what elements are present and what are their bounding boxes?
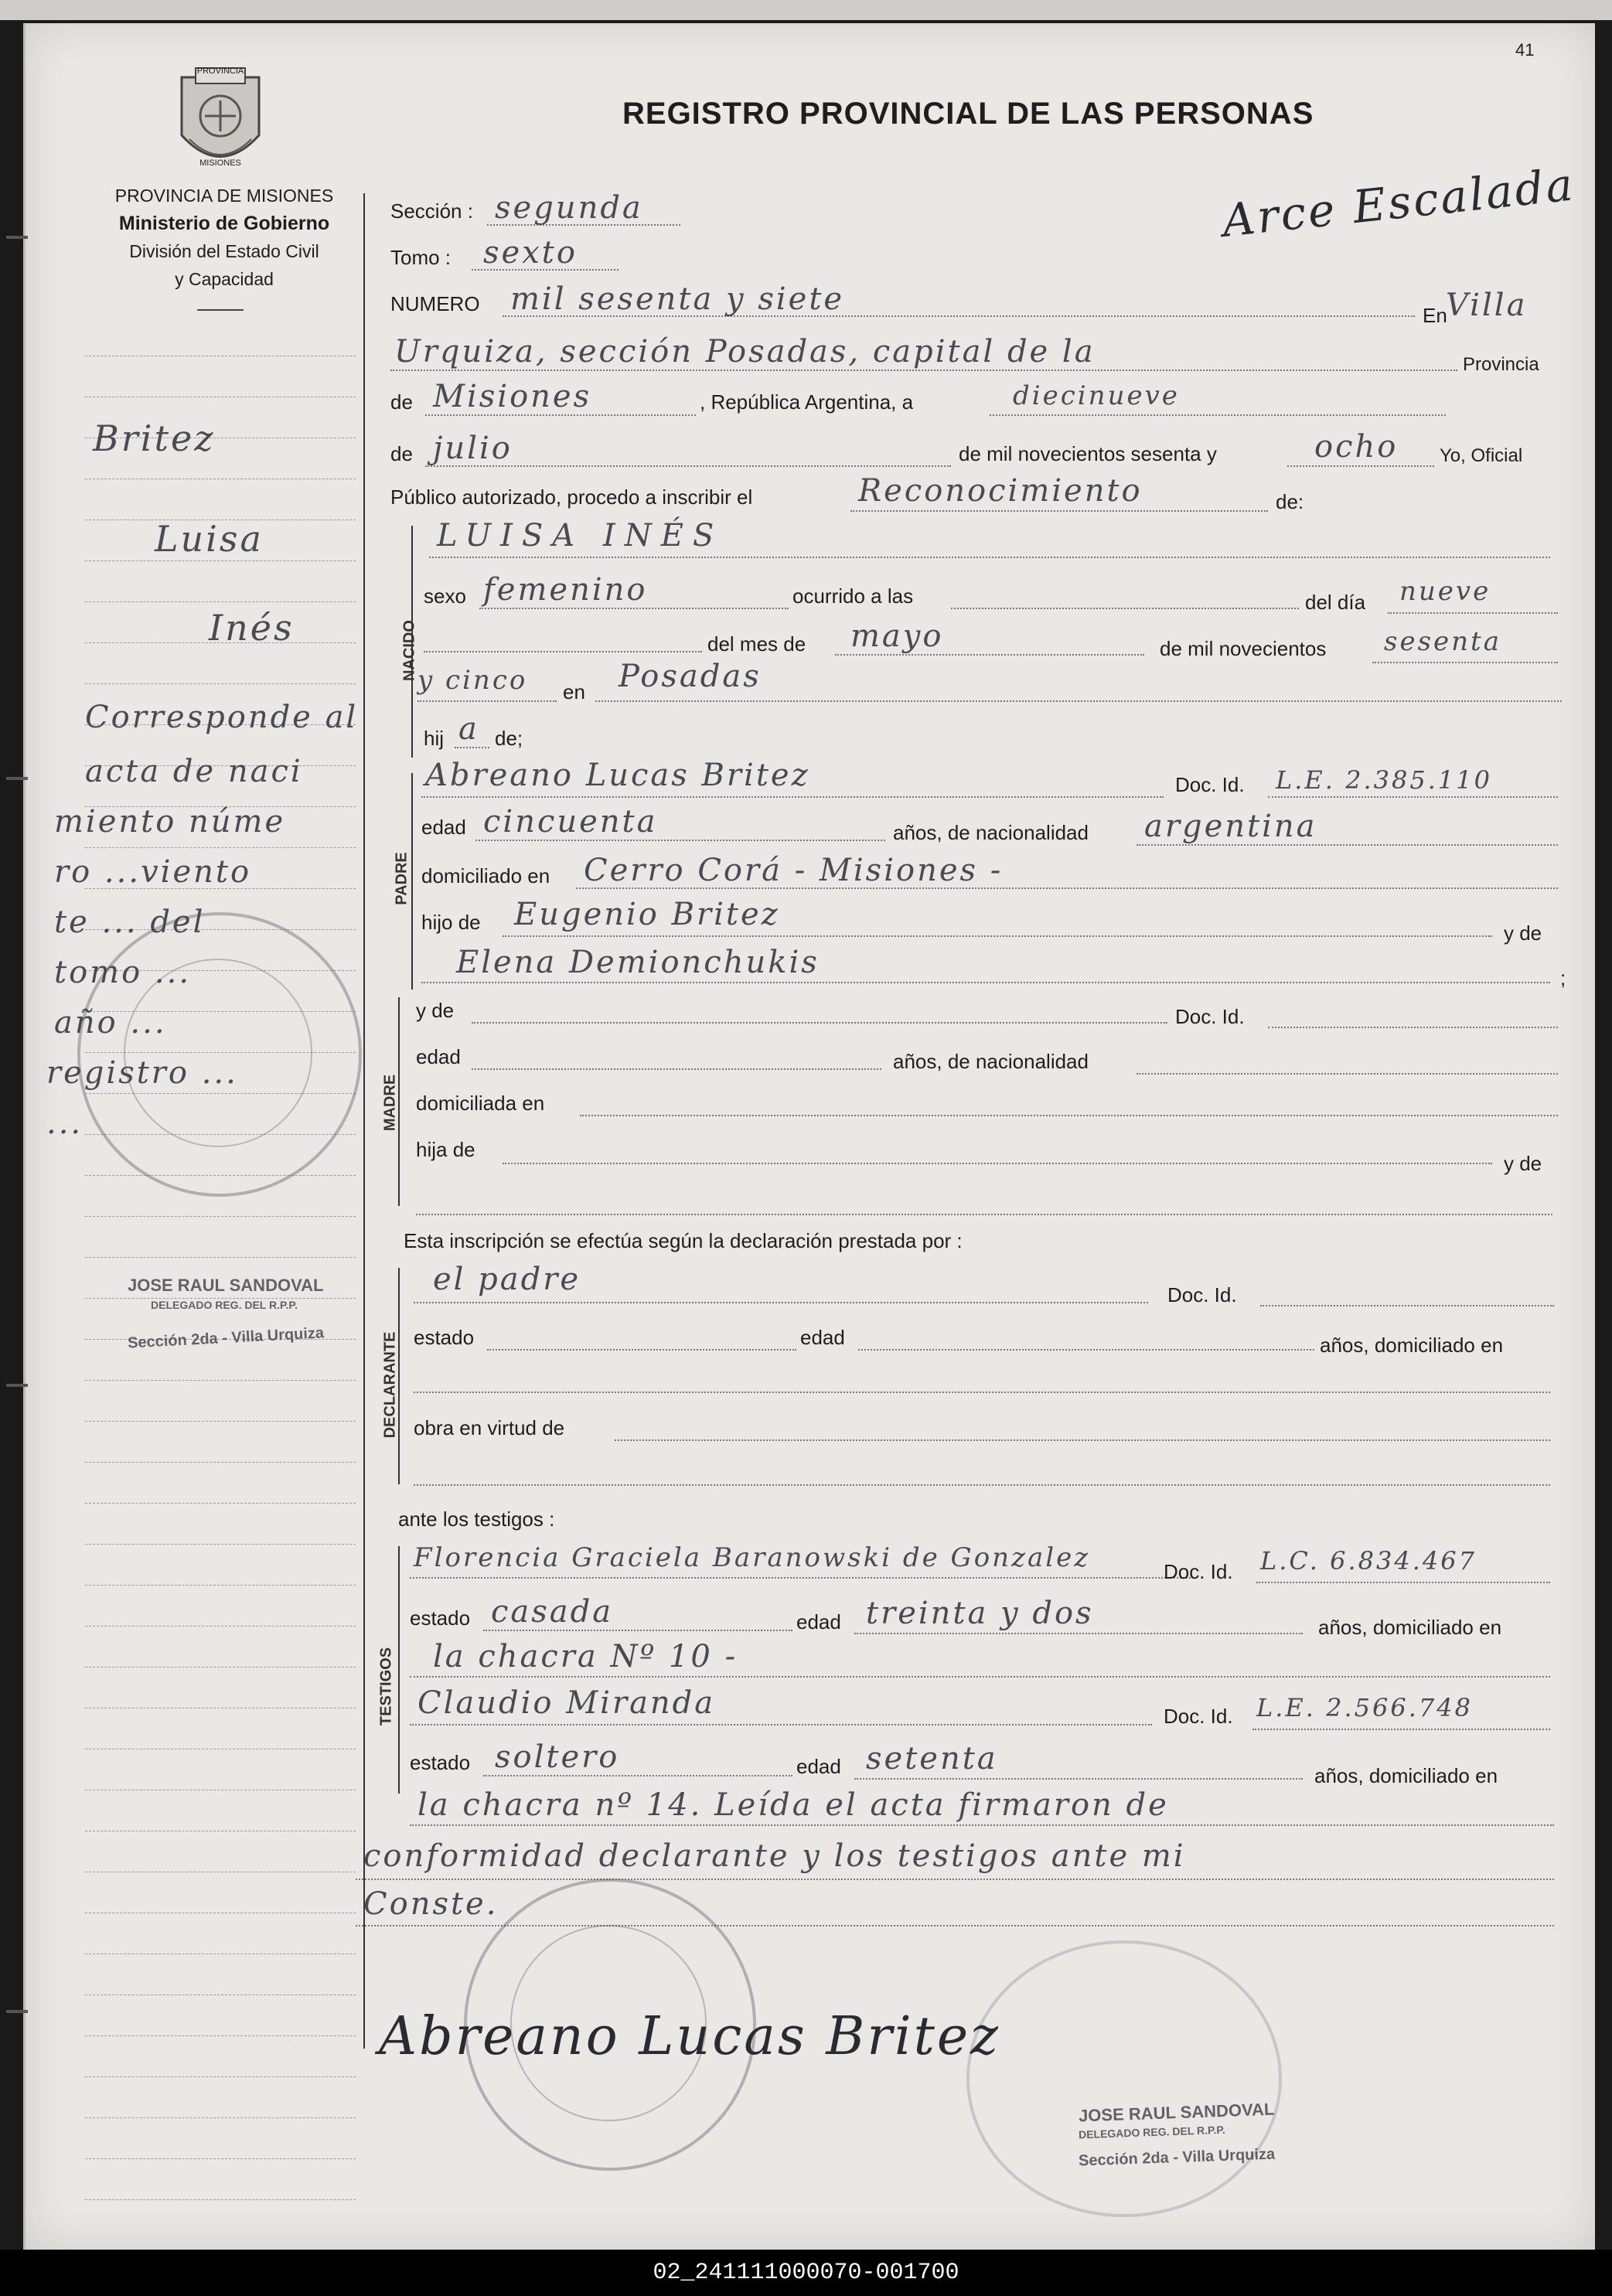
de3-label: de: xyxy=(1276,490,1304,513)
year-label: de mil novecientos sesenta y xyxy=(959,442,1217,465)
provincia-value: Misiones xyxy=(433,379,592,414)
margin-rule xyxy=(85,683,356,684)
testigo2-domicilio-value: la chacra nº 14. Leída el acta firmaron de xyxy=(417,1787,1169,1823)
margin-note: Inés xyxy=(209,607,295,649)
madre-anos-label: años, de nacionalidad xyxy=(893,1050,1089,1073)
stamp-left-place: Sección 2da - Villa Urquiza xyxy=(127,1324,325,1352)
emblem-bottom-text: MISIONES xyxy=(199,158,241,168)
hora-line xyxy=(951,608,1299,609)
testigo2-estado-line xyxy=(483,1775,792,1777)
republica-label: , República Argentina, a xyxy=(700,390,914,414)
blank-line xyxy=(424,651,702,652)
binding-stitch xyxy=(6,2010,28,2013)
declarante-anos-label: años, domiciliado en xyxy=(1320,1334,1504,1357)
en-value: Villa xyxy=(1446,288,1528,323)
de2-label: de xyxy=(390,442,413,465)
testigo1-doc-line xyxy=(1256,1582,1550,1583)
madre-doc-line xyxy=(1268,1027,1558,1028)
del-mes-label: del mes de xyxy=(707,632,806,656)
testigo1-anos-label: años, domiciliado en xyxy=(1318,1616,1502,1639)
testigo2-doc-line xyxy=(1252,1729,1550,1730)
en-lugar-label: en xyxy=(563,680,585,703)
numero-value: mil sesenta y siete xyxy=(510,281,845,317)
year-value: ocho xyxy=(1314,429,1399,465)
numero-label: NUMERO xyxy=(390,292,480,315)
madre-doc-label: Doc. Id. xyxy=(1175,1005,1245,1028)
registrar-signature: Arce Escalada xyxy=(1219,158,1578,247)
declarante-intro-label: Esta inscripción se efectúa según la declaración prestada por : xyxy=(404,1229,963,1252)
padre-edad-value: cincuenta xyxy=(483,804,658,840)
anio-line xyxy=(1372,662,1558,663)
mil-label: de mil novecientos xyxy=(1160,637,1327,660)
madre-edad-line xyxy=(472,1068,881,1070)
nacido-name-value: LUISA INÉS xyxy=(437,518,724,554)
margin-rule xyxy=(85,2199,356,2200)
testigo1-estado-label: estado xyxy=(410,1606,471,1630)
margin-rule xyxy=(85,1503,356,1504)
declarante-obra-line xyxy=(615,1439,1550,1441)
padre-semicolon: ; xyxy=(1560,966,1566,990)
margin-rule xyxy=(85,1421,356,1422)
testigo1-doc-label: Doc. Id. xyxy=(1164,1560,1233,1583)
padre-doc-line xyxy=(1268,796,1558,798)
madre-extra-line xyxy=(416,1214,1552,1215)
declarante-doc-label: Doc. Id. xyxy=(1167,1283,1237,1306)
father-signature: Abreano Lucas Britez xyxy=(379,2006,1000,2067)
margin-note: Corresponde al xyxy=(85,700,359,735)
testigo2-edad-label: edad xyxy=(796,1755,841,1778)
margin-rule xyxy=(85,1626,356,1627)
margin-rule xyxy=(85,2035,356,2036)
margin-rule xyxy=(85,1462,356,1463)
testigos-bracket xyxy=(398,1546,400,1794)
padre-domicilio-label: domiciliado en xyxy=(421,864,550,887)
madre-y-de-label: y de xyxy=(416,999,455,1022)
binding-stitch xyxy=(6,236,28,239)
testigo1-estado-value: casada xyxy=(491,1594,614,1630)
margin-rule xyxy=(85,560,356,561)
padre-bracket xyxy=(411,773,413,990)
year-line xyxy=(1287,465,1434,467)
madre-edad-label: edad xyxy=(416,1045,461,1068)
binding-stitch xyxy=(6,1384,28,1387)
margin-rule xyxy=(85,2117,356,2118)
section-label-padre: PADRE xyxy=(393,852,411,905)
padre-y-de-label: y de xyxy=(1504,921,1542,945)
testigo1-domicilio-value: la chacra Nº 10 - xyxy=(433,1639,738,1674)
sexo-label: sexo xyxy=(424,584,466,608)
testigo1-name-value: Florencia Graciela Baranowski de Gonzalez xyxy=(414,1542,1091,1573)
section-label-declarante: DECLARANTE xyxy=(381,1331,399,1439)
anio-value-2: y cinco xyxy=(417,665,528,696)
testigo2-edad-line xyxy=(854,1778,1303,1780)
page-mark: 41 xyxy=(1515,40,1535,60)
declarante-obra-label: obra en virtud de xyxy=(414,1416,565,1439)
section-label-madre: MADRE xyxy=(381,1074,399,1132)
madre-hija-line xyxy=(503,1163,1492,1164)
nacido-name-line xyxy=(429,557,1550,558)
testigo1-edad-line xyxy=(854,1633,1303,1634)
padre-anos-label: años, de nacionalidad xyxy=(893,821,1089,844)
madre-hija-label: hija de xyxy=(416,1138,475,1161)
ocurrido-label: ocurrido a las xyxy=(792,584,914,608)
paper-edge xyxy=(0,0,1612,20)
stamp-right-name: JOSE RAUL SANDOVAL xyxy=(1078,2099,1275,2126)
day-value: diecinueve xyxy=(1013,380,1180,411)
declarante-edad-line xyxy=(858,1349,1314,1351)
en-label: En xyxy=(1423,304,1447,327)
margin-rule xyxy=(85,1544,356,1545)
page-title: REGISTRO PROVINCIAL DE LAS PERSONAS xyxy=(622,97,1314,131)
padre-doc-label: Doc. Id. xyxy=(1175,773,1245,796)
padre-abuela-value: Elena Demionchukis xyxy=(456,945,820,980)
padre-abuela-line xyxy=(421,982,1550,983)
padre-edad-label: edad xyxy=(421,816,466,839)
margin-rule xyxy=(85,601,356,602)
division-label: División del Estado Civil xyxy=(129,241,319,261)
publico-label: Público autorizado, procedo a inscribir el xyxy=(390,485,753,509)
testigo1-edad-value: treinta y dos xyxy=(866,1596,1094,1631)
header-divider xyxy=(197,309,244,311)
sexo-value: femenino xyxy=(483,572,648,608)
testigo2-anos-label: años, domiciliado en xyxy=(1314,1764,1498,1787)
padre-hijo-value: Eugenio Britez xyxy=(514,897,780,932)
hij-de-label: de; xyxy=(495,727,523,750)
day-line xyxy=(990,414,1446,416)
padre-name-line xyxy=(421,796,1164,798)
official-seal-faint xyxy=(966,1940,1282,2217)
margin-rule xyxy=(85,2158,356,2159)
del-dia-label: del día xyxy=(1305,591,1366,614)
testigos-intro-label: ante los testigos : xyxy=(398,1507,555,1531)
madre-nacionalidad-line xyxy=(1137,1073,1558,1075)
section-label-nacido: NACIDO xyxy=(400,620,418,681)
testigo2-estado-value: soltero xyxy=(495,1739,620,1775)
margin-note: Britez xyxy=(93,417,216,459)
margin-note: Luisa xyxy=(155,518,264,560)
padre-hijo-label: hijo de xyxy=(421,911,481,934)
testigo2-domicilio-line xyxy=(410,1824,1554,1826)
testigo1-domicilio-line xyxy=(410,1676,1550,1678)
testigo2-doc-value: L.E. 2.566.748 xyxy=(1256,1693,1473,1722)
mes-line xyxy=(835,654,1144,656)
ministry-label: Ministerio de Gobierno xyxy=(118,213,330,234)
margin-note: ... xyxy=(46,1105,83,1141)
padre-domicilio-value: Cerro Corá - Misiones - xyxy=(584,853,1004,888)
declarante-value: el padre xyxy=(433,1262,581,1297)
padre-doc-value: L.E. 2.385.110 xyxy=(1276,765,1492,795)
image-caption: 02_241111000070-001700 xyxy=(0,2250,1612,2296)
seccion-label: Sección : xyxy=(390,199,473,223)
margin-rule xyxy=(85,1380,356,1381)
testigo1-name-line xyxy=(410,1577,1191,1579)
acto-line xyxy=(850,510,1268,512)
declarante-estado-label: estado xyxy=(414,1326,475,1349)
place-value: Urquiza, sección Posadas, capital de la xyxy=(394,334,1096,370)
margin-rule xyxy=(85,2076,356,2077)
madre-y-de2-label: y de xyxy=(1504,1152,1542,1175)
tomo-label: Tomo : xyxy=(390,246,452,269)
sexo-line xyxy=(479,608,789,609)
margin-note: ro ...viento xyxy=(54,854,252,890)
margin-note: tomo ... xyxy=(54,955,192,990)
declarante-doc-line xyxy=(1260,1305,1554,1306)
anio-value: sesenta xyxy=(1384,626,1501,657)
testigo2-edad-value: setenta xyxy=(866,1741,998,1777)
dia-line xyxy=(1388,612,1558,614)
testigo2-name-value: Claudio Miranda xyxy=(417,1685,716,1721)
padre-nacionalidad-line xyxy=(1137,844,1558,846)
margin-note: registro ... xyxy=(46,1055,238,1091)
padre-hijo-line xyxy=(503,935,1492,937)
seccion-value: segunda xyxy=(495,190,643,226)
margin-rule xyxy=(85,1216,356,1217)
declarante-estado-line xyxy=(487,1349,796,1351)
margin-rule xyxy=(85,847,356,848)
testigo2-name-line xyxy=(410,1724,1152,1725)
margin-rule xyxy=(85,1257,356,1258)
stamp-right-place: Sección 2da - Villa Urquiza xyxy=(1078,2145,1276,2170)
margin-divider xyxy=(363,193,365,2049)
hij-label: hij xyxy=(424,727,445,750)
madre-domicilio-label: domiciliada en xyxy=(416,1092,545,1115)
padre-edad-line xyxy=(475,840,885,841)
section-label-testigos: TESTIGOS xyxy=(377,1647,395,1726)
margin-note: acta de naci xyxy=(85,754,303,789)
padre-nacionalidad-value: argentina xyxy=(1144,809,1317,844)
margin-note: te ... del xyxy=(54,904,206,940)
acto-value: Reconocimiento xyxy=(858,473,1143,509)
province-label: PROVINCIA DE MISIONES xyxy=(114,186,334,206)
division-label-2: y Capacidad xyxy=(175,269,274,289)
stamp-left-role: DELEGADO REG. DEL R.P.P. xyxy=(151,1299,298,1311)
lugar-value: Posadas xyxy=(619,659,762,694)
anio2-line xyxy=(417,700,557,702)
testigo1-doc-value: L.C. 6.834.467 xyxy=(1260,1546,1477,1576)
testigo1-estado-line xyxy=(483,1630,792,1631)
month-value: julio xyxy=(433,431,513,466)
official-seal-left-inner xyxy=(124,959,312,1147)
margin-note: año ... xyxy=(54,1005,167,1041)
mes-value: mayo xyxy=(850,618,944,654)
madre-domicilio-line xyxy=(580,1115,1558,1116)
provincia-line xyxy=(425,414,696,416)
stamp-right-role: DELEGADO REG. DEL R.P.P. xyxy=(1078,2123,1226,2141)
declarante-line xyxy=(414,1302,1148,1303)
testigo2-estado-label: estado xyxy=(410,1751,471,1774)
emblem-top-text: PROVINCIA xyxy=(196,66,244,76)
declarante-edad-label: edad xyxy=(800,1326,845,1349)
hij-line xyxy=(455,747,489,748)
testigo2-doc-label: Doc. Id. xyxy=(1164,1705,1233,1728)
closing-text-2: Conste. xyxy=(363,1886,499,1922)
binding-stitch xyxy=(6,777,28,780)
declarante-extra-line xyxy=(414,1484,1550,1486)
margin-note: miento núme xyxy=(54,804,286,840)
de-label: de xyxy=(390,390,413,414)
closing-line-1 xyxy=(356,1879,1554,1880)
tomo-value: sexto xyxy=(483,235,578,271)
hij-value: a xyxy=(458,711,479,747)
lugar-line xyxy=(595,700,1562,702)
place-line xyxy=(390,370,1457,371)
madre-name-line xyxy=(472,1022,1167,1024)
margin-rule xyxy=(85,1585,356,1586)
provincia-label: Provincia xyxy=(1463,354,1539,375)
closing-text-1: conformidad declarante y los testigos ante mi xyxy=(363,1838,1186,1874)
padre-name-value: Abreano Lucas Britez xyxy=(425,758,810,793)
declarante-domicilio-line xyxy=(414,1392,1550,1393)
oficial-label: Yo, Oficial xyxy=(1440,445,1523,466)
stamp-left-name: JOSE RAUL SANDOVAL xyxy=(128,1276,324,1295)
dia-value: nueve xyxy=(1399,576,1491,607)
testigo1-edad-label: edad xyxy=(796,1610,841,1633)
